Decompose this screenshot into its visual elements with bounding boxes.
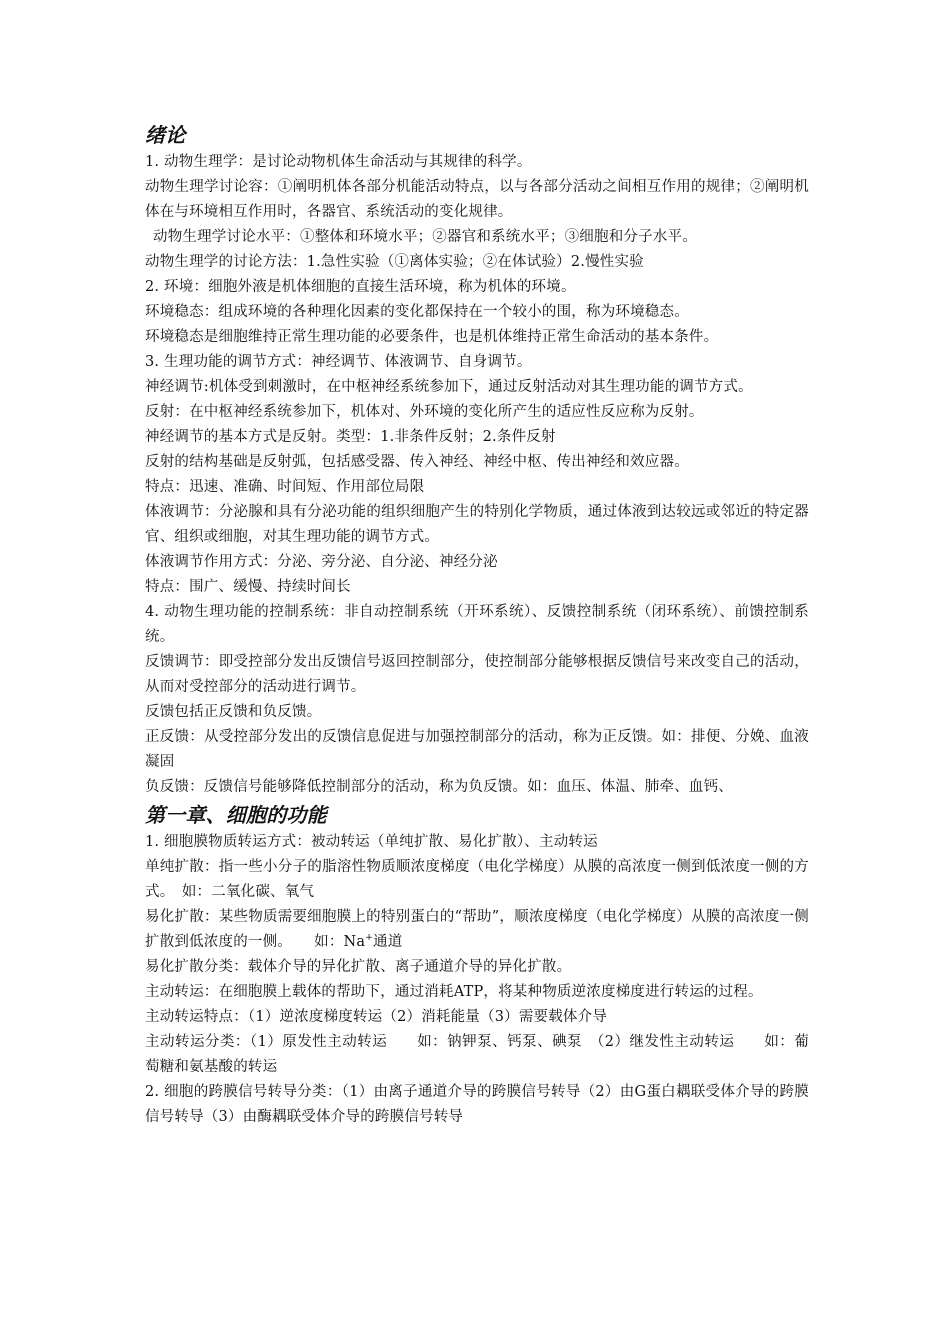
paragraph: 主动转运分类：（1）原发性主动转运 如：钠钾泵、钙泵、碘泵 （2）继发性主动转运 如：葡萄糖和氨基酸的转运 — [145, 1034, 809, 1075]
paragraph-text: 通道 — [373, 934, 403, 950]
paragraph: 体液调节作用方式：分泌、旁分泌、自分泌、神经分泌 — [145, 554, 498, 570]
paragraph: 体液调节：分泌腺和具有分泌功能的组织细胞产生的特别化学物质，通过体液到达较远或邻近的特定器官、组织或细胞，对其生理功能的调节方式。 — [145, 504, 809, 545]
document-page — [145, 120, 809, 1130]
superscript: + — [365, 933, 374, 944]
paragraph: 正反馈：从受控部分发出的反馈信息促进与加强控制部分的活动，称为正反馈。如：排便、分娩、血液凝固 — [145, 729, 809, 770]
paragraph: 神经调节的基本方式是反射。类型：1.非条件反射；2.条件反射 — [145, 429, 556, 445]
paragraph: 2. 环境：细胞外液是机体细胞的直接生活环境，称为机体的环境。 — [145, 279, 576, 295]
paragraph: 特点：迅速、准确、时间短、作用部位局限 — [145, 479, 425, 495]
paragraph: 4. 动物生理功能的控制系统：非自动控制系统（开环系统）、反馈控制系统（闭环系统）、前馈控制系统。 — [145, 604, 809, 645]
paragraph: 反馈调节：即受控部分发出反馈信号返回控制部分，使控制部分能够根据反馈信号来改变自己的活动，从而对受控部分的活动进行调节。 — [145, 654, 809, 695]
paragraph: 特点：围广、缓慢、持续时间长 — [145, 579, 351, 595]
paragraph: 易化扩散分类：载体介导的异化扩散、离子通道介导的异化扩散。 — [145, 959, 572, 975]
paragraph: 2. 细胞的跨膜信号转导分类：（1）由离子通道介导的跨膜信号转导（2）由G蛋白耦联受体介导的跨膜信号转导（3）由酶耦联受体介导的跨膜信号转导 — [145, 1084, 809, 1125]
paragraph: 主动转运特点：（1）逆浓度梯度转运（2）消耗能量（3）需要载体介导 — [145, 1009, 608, 1025]
paragraph: 动物生理学讨论容：①阐明机体各部分机能活动特点，以与各部分活动之间相互作用的规律；②阐明机体在与环境相互作用时，各器官、系统活动的变化规律。 — [145, 179, 809, 220]
section-title-chapter1: 第一章、细胞的功能 — [145, 803, 327, 827]
paragraph — [145, 905, 809, 955]
paragraph: 反射：在中枢神经系统参加下，机体对、外环境的变化所产生的适应性反应称为反射。 — [145, 404, 704, 420]
paragraph: 主动转运：在细胞膜上载体的帮助下，通过消耗ATP，将某种物质逆浓度梯度进行转运的过程。 — [145, 984, 763, 1000]
paragraph: 环境稳态是细胞维持正常生理功能的必要条件，也是机体维持正常生命活动的基本条件。 — [145, 329, 719, 345]
section-title-intro: 绪论 — [145, 123, 186, 147]
paragraph: 1. 动物生理学：是讨论动物机体生命活动与其规律的科学。 — [145, 154, 532, 170]
paragraph: 单纯扩散：指一些小分子的脂溶性物质顺浓度梯度（电化学梯度）从膜的高浓度一侧到低浓度一侧的方式。 如：二氧化碳、氧气 — [145, 859, 809, 900]
paragraph-text: 易化扩散：某些物质需要细胞膜上的特别蛋白的“帮助”，顺浓度梯度（电化学梯度）从膜的高浓度一侧扩散到低浓度的一侧。 如：Na — [145, 909, 809, 950]
paragraph: 神经调节:机体受到刺激时，在中枢神经系统参加下，通过反射活动对其生理功能的调节方式。 — [145, 379, 753, 395]
paragraph: 反馈包括正反馈和负反馈。 — [145, 704, 322, 720]
paragraph: 反射的结构基础是反射弧，包括感受器、传入神经、神经中枢、传出神经和效应器。 — [145, 454, 689, 470]
paragraph: 3. 生理功能的调节方式：神经调节、体液调节、自身调节。 — [145, 354, 532, 370]
paragraph: 1. 细胞膜物质转运方式：被动转运（单纯扩散、易化扩散）、主动转运 — [145, 834, 598, 850]
paragraph: 环境稳态：组成环境的各种理化因素的变化都保持在一个较小的围，称为环境稳态。 — [145, 304, 689, 320]
paragraph: 动物生理学的讨论方法：1.急性实验（①离体实验；②在体试验）2.慢性实验 — [145, 254, 644, 270]
paragraph: 负反馈：反馈信号能够降低控制部分的活动，称为负反馈。如：血压、体温、肺牵、血钙、 — [145, 779, 733, 795]
paragraph: 动物生理学讨论水平：①整体和环境水平；②器官和系统水平；③细胞和分子水平。 — [153, 229, 697, 245]
